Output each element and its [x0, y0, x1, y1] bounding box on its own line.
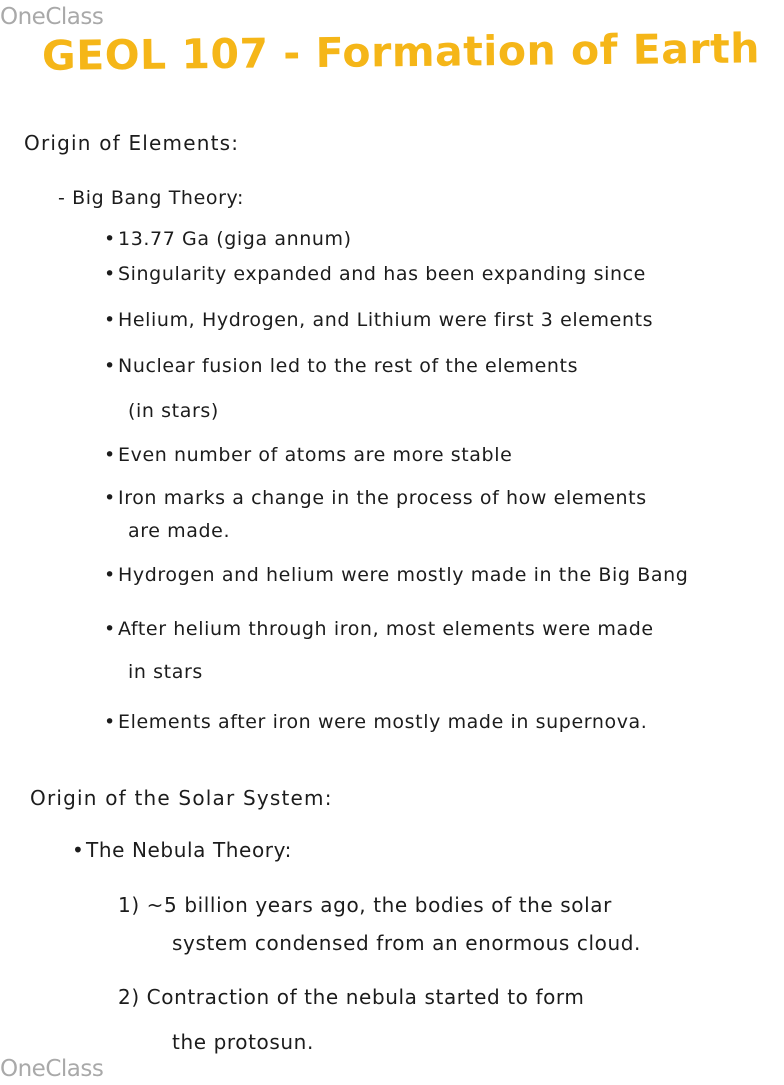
- subheading-text: The Nebula Theory:: [86, 838, 292, 862]
- section-heading-elements: Origin of Elements:: [24, 131, 240, 155]
- bullet-dot: •: [104, 309, 116, 331]
- numbered-item: 1) ~5 billion years ago, the bodies of the solar: [118, 893, 612, 917]
- list-item-text: 13.77 Ga (giga annum): [118, 228, 352, 250]
- list-item: [104, 309, 653, 331]
- list-item-text: Nuclear fusion led to the rest of the elements: [118, 355, 579, 377]
- list-item: [104, 228, 352, 250]
- list-item-continuation: in stars: [128, 661, 203, 683]
- subheading-nebula-theory: [72, 838, 292, 862]
- list-item-continuation: are made.: [128, 520, 231, 542]
- list-item: [104, 487, 647, 509]
- list-item: [104, 355, 578, 377]
- list-item-text: Even number of atoms are more stable: [118, 444, 513, 466]
- numbered-item-continuation: the protosun.: [172, 1030, 314, 1054]
- list-item: [104, 564, 688, 586]
- bullet-dot: •: [104, 228, 116, 250]
- oneclass-logo-top: OneClass: [0, 4, 104, 30]
- bullet-dot: •: [104, 355, 116, 377]
- list-item-text: Iron marks a change in the process of how elements: [118, 487, 647, 509]
- numbered-item: 2) Contraction of the nebula started to form: [118, 985, 585, 1009]
- list-item-text: Hydrogen and helium were mostly made in the Big Bang: [118, 564, 689, 586]
- list-item-text: After helium through iron, most elements were made: [118, 618, 654, 640]
- list-item-text: Helium, Hydrogen, and Lithium were first 3 elements: [118, 309, 654, 331]
- section-heading-solar-system: Origin of the Solar System:: [30, 786, 333, 810]
- oneclass-logo-bottom: OneClass: [0, 1056, 104, 1082]
- bullet-dot: •: [104, 618, 116, 640]
- numbered-item-continuation: system condensed from an enormous cloud.: [172, 931, 641, 955]
- list-item: [104, 444, 512, 466]
- list-item-continuation: (in stars): [128, 400, 219, 422]
- subheading-big-bang: - Big Bang Theory:: [58, 187, 244, 209]
- list-item: [104, 263, 646, 285]
- bullet-dot: •: [104, 564, 116, 586]
- page-title: GEOL 107 - Formation of Earth: [41, 24, 761, 80]
- bullet-dot: •: [104, 711, 116, 733]
- bullet-dot: •: [104, 263, 116, 285]
- bullet-dot: •: [104, 487, 116, 509]
- list-item-text: Elements after iron were mostly made in supernova.: [118, 711, 648, 733]
- list-item: [104, 711, 647, 733]
- list-item: [104, 618, 654, 640]
- bullet-dot: •: [104, 444, 116, 466]
- list-item-text: Singularity expanded and has been expanding since: [118, 263, 646, 285]
- bullet-dot: •: [72, 838, 85, 862]
